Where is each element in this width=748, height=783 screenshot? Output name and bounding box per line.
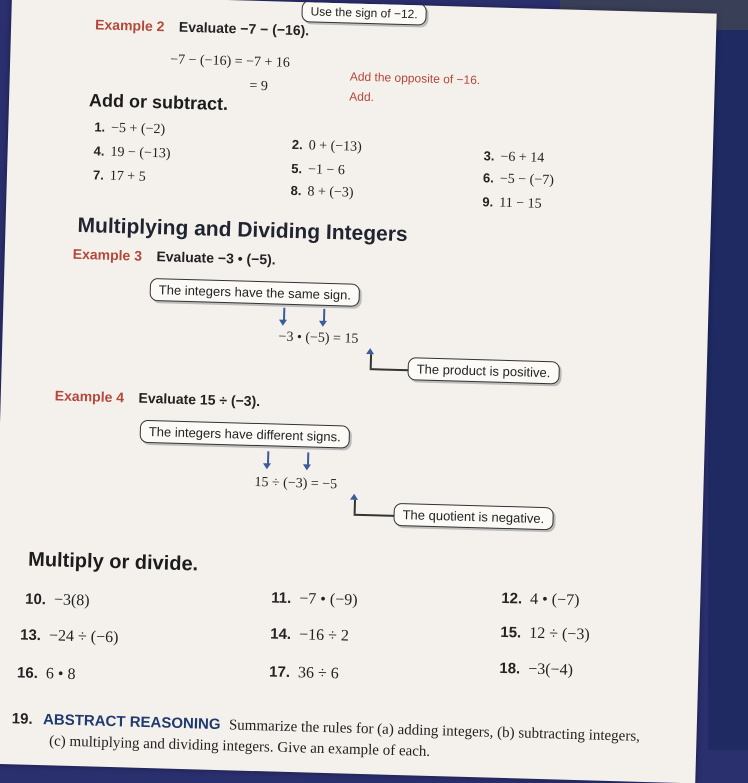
example-3-positive-callout: The product is positive. — [407, 357, 559, 384]
example-3-connector-vertical — [370, 354, 372, 368]
problem-19-label: ABSTRACT REASONING — [42, 711, 221, 734]
example-3 — [72, 246, 275, 270]
example-2-line1: −7 − (−16) = −7 + 16 — [170, 52, 291, 71]
section-add-subtract-title: Add or subtract. — [88, 90, 229, 115]
problem-11: 11. −7 • (−9) — [270, 589, 358, 609]
problem-16: 16. 6 • 8 — [16, 664, 76, 684]
problem-12: 12. 4 • (−7) — [501, 589, 580, 610]
example-2-prompt: Evaluate −7 − (−16). — [178, 18, 310, 39]
sign-callout: Use the sign of −12. — [301, 0, 427, 25]
example-3-equation: −3 • (−5) = 15 — [278, 329, 359, 347]
example-2-line2: = 9 — [249, 78, 269, 95]
problem-10: 10. −3(8) — [24, 590, 90, 610]
problem-4: 4. 19 − (−13) — [93, 143, 171, 162]
problem-7: 7. 17 + 5 — [92, 167, 146, 185]
example-4 — [55, 387, 261, 411]
example-3-arrowhead-left — [279, 320, 287, 326]
problem-3: 3. −6 + 14 — [483, 148, 545, 166]
example-3-connector-horizontal — [370, 368, 410, 371]
problem-14: 14. −16 ÷ 2 — [269, 625, 350, 645]
example-2-label: Example 2 — [94, 16, 165, 35]
example-2-line1-note: Add the opposite of −16. — [349, 69, 481, 88]
example-4-arrowhead-left — [263, 463, 271, 469]
background-right — [708, 0, 748, 750]
problem-19-text: Summarize the rules for (a) adding integers, (b) subtracting integers, — [228, 717, 641, 745]
example-2 — [95, 16, 309, 40]
example-4-negative-callout: The quotient is negative. — [393, 503, 553, 530]
problem-5: 5. −1 − 6 — [291, 160, 346, 179]
problem-17: 17. 36 ÷ 6 — [268, 663, 340, 683]
problem-13: 13. −24 ÷ (−6) — [19, 626, 119, 647]
example-4-arrowhead-right — [303, 464, 311, 470]
problem-8: 8. 8 + (−3) — [290, 182, 354, 201]
section-multiply-divide-title: Multiplying and Dividing Integers — [77, 213, 408, 247]
example-4-connector-vertical — [354, 500, 356, 514]
example-4-different-sign-callout: The integers have different signs. — [140, 420, 351, 449]
problem-19-text-line2: (c) multiplying and dividing integers. Give an example of each. — [48, 733, 431, 760]
problem-1: 1. −5 + (−2) — [94, 119, 166, 138]
example-4-label: Example 4 — [54, 387, 125, 406]
section-multiply-divide-exercises-title: Multiply or divide. — [27, 548, 199, 576]
example-3-arrowhead-right — [319, 321, 327, 327]
problem-15: 15. 12 ÷ (−3) — [500, 623, 590, 644]
problem-19-number: 19. — [11, 710, 33, 728]
example-3-label: Example 3 — [72, 245, 143, 264]
problem-2: 2. 0 + (−13) — [291, 136, 363, 155]
example-3-same-sign-callout: The integers have the same sign. — [149, 278, 360, 307]
problem-18: 18. −3(−4) — [499, 659, 574, 679]
example-4-equation: 15 ÷ (−3) = −5 — [254, 474, 338, 493]
example-4-prompt: Evaluate 15 ÷ (−3). — [138, 389, 261, 410]
problem-9: 9. 11 − 15 — [482, 194, 542, 212]
example-4-connector-horizontal — [354, 514, 396, 517]
example-3-prompt: Evaluate −3 • (−5). — [156, 248, 276, 268]
example-2-line2-note: Add. — [349, 89, 375, 105]
problem-6: 6. −5 − (−7) — [482, 170, 555, 189]
